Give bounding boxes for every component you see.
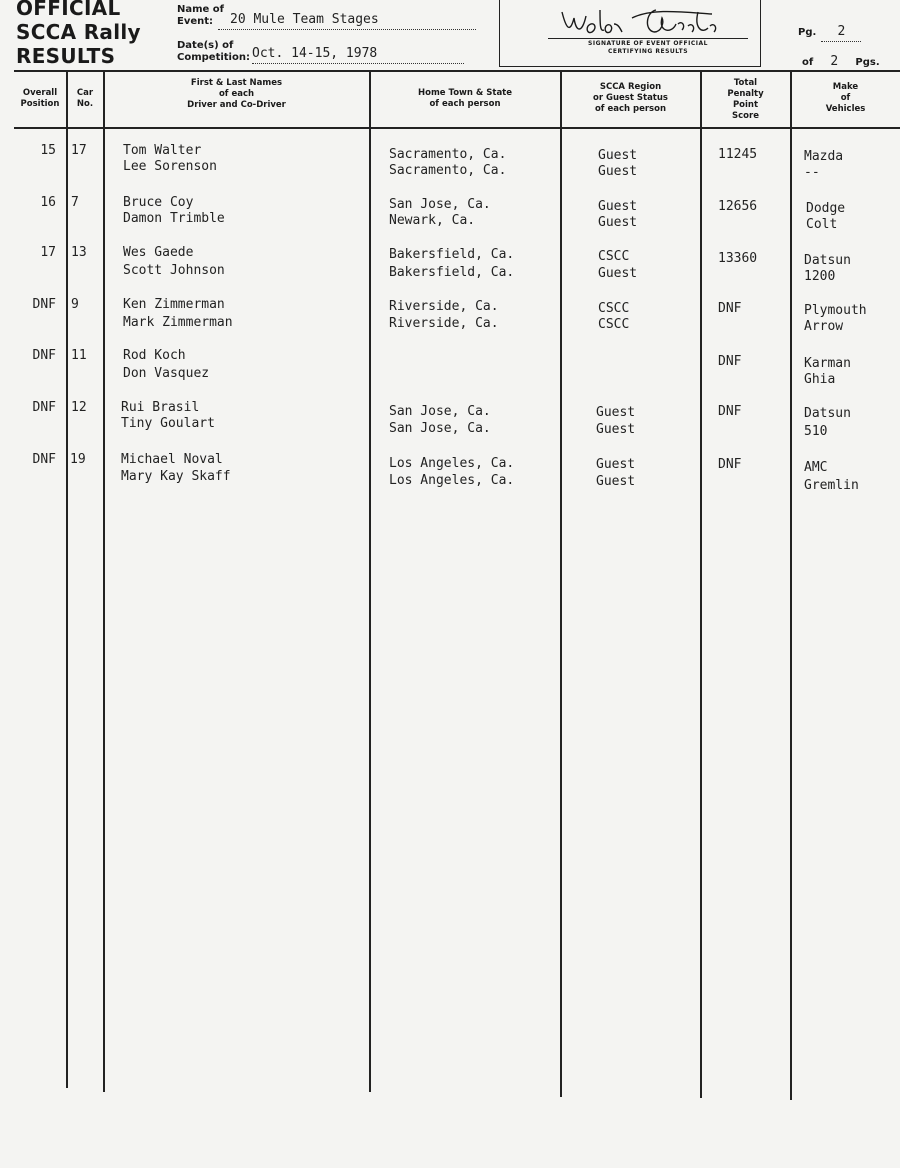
event-name-field [218,11,476,30]
car-number: 12 [71,400,87,415]
signature-caption: SIGNATURE OF EVENT OFFICIAL CERTIFYING RESULTS [588,40,708,55]
driver-region: Guest [596,405,636,420]
driver-region: CSCC [598,249,630,264]
driver-town: Bakersfield, Ca. [389,247,515,262]
page-total: of 2 Pgs. [802,50,880,72]
penalty-score: 11245 [718,147,758,162]
overall-position: DNF [32,348,56,363]
date-value: Oct. 14-15, 1978 [252,46,378,61]
vehicle-model: Arrow [804,319,844,334]
penalty-score: 13360 [718,251,758,266]
table-row [0,451,900,503]
col-header-names: First & Last Names of each Driver and Co-Driver [187,78,286,110]
vehicle-make: Mazda [804,149,844,164]
co-driver-region: Guest [596,422,636,437]
penalty-score: DNF [718,301,742,316]
page-number: Pg. 2 [798,20,861,42]
driver-region: Guest [598,199,638,214]
penalty-score: DNF [718,404,742,419]
vehicle-make: Datsun [804,406,851,421]
col-header-region: SCCA Region or Guest Status of each person [593,82,668,114]
table-row [0,399,900,451]
vehicle-make: Karman [804,356,851,371]
driver-region: Guest [598,148,638,163]
overall-position: DNF [32,400,56,415]
driver-town: Sacramento, Ca. [389,147,507,162]
co-driver-name: Lee Sorenson [123,159,217,174]
vehicle-model: 510 [804,424,828,439]
driver-name: Ken Zimmerman [123,297,225,312]
col-header-score: Total Penalty Point Score [727,78,764,121]
overall-position: DNF [32,452,56,467]
event-name-value: 20 Mule Team Stages [230,12,379,27]
co-driver-name: Mary Kay Skaff [121,469,231,484]
brand-line-results: RESULTS [16,44,116,68]
col-header-town: Home Town & State of each person [417,88,513,109]
car-number: 7 [71,195,79,210]
vehicle-make: Plymouth [804,303,867,318]
co-driver-name: Mark Zimmerman [123,315,233,330]
co-driver-name: Tiny Goulart [121,416,215,431]
co-driver-town: Riverside, Ca. [389,316,499,331]
vehicle-make: Dodge [806,201,846,216]
header-rule-bottom [14,127,900,129]
driver-name: Michael Noval [121,452,223,467]
vehicle-model: Ghia [804,372,836,387]
co-driver-region: Guest [598,164,638,179]
driver-region: Guest [596,457,636,472]
penalty-score: DNF [718,457,742,472]
driver-region: CSCC [598,301,630,316]
co-driver-region: Guest [598,215,638,230]
co-driver-town: Los Angeles, Ca. [389,473,515,488]
signature-line [548,38,748,39]
col-header-car: Car No. [76,88,94,109]
driver-name: Rod Koch [123,348,186,363]
overall-position: 15 [40,143,56,158]
page-number-value: 2 [821,23,861,42]
penalty-score: DNF [718,354,742,369]
driver-name: Rui Brasil [121,400,200,415]
col-header-make: Make of Vehicles [825,82,866,114]
co-driver-region: CSCC [598,317,630,332]
vehicle-make: AMC [804,460,828,475]
driver-town: Los Angeles, Ca. [389,456,515,471]
co-driver-name: Damon Trimble [123,211,225,226]
overall-position: 16 [40,195,56,210]
co-driver-region: Guest [598,266,638,281]
table-row [0,244,900,296]
co-driver-town: San Jose, Ca. [389,421,491,436]
co-driver-town: Newark, Ca. [389,213,476,228]
driver-name: Tom Walter [123,143,202,158]
header-rule-top [14,70,900,72]
car-number: 17 [71,143,87,158]
vehicle-model: Colt [806,217,838,232]
vehicle-model: -- [804,165,820,180]
co-driver-name: Scott Johnson [123,263,225,278]
vehicle-make: Datsun [804,253,851,268]
table-row [0,347,900,399]
penalty-score: 12656 [718,199,758,214]
date-field [252,45,464,64]
brand-line-scca-rally: SCCA Rally [16,20,141,44]
driver-name: Bruce Coy [123,195,194,210]
col-header-position: Overall Position [20,88,60,109]
table-row [0,194,900,246]
date-label: Date(s) of Competition: [177,40,250,63]
form-brand [16,0,141,68]
co-driver-town: Bakersfield, Ca. [389,265,515,280]
driver-name: Wes Gaede [123,245,194,260]
car-number: 19 [70,452,86,467]
vehicle-model: Gremlin [804,478,859,493]
co-driver-town: Sacramento, Ca. [389,163,507,178]
co-driver-region: Guest [596,474,636,489]
driver-town: San Jose, Ca. [389,197,491,212]
overall-position: 17 [40,245,56,260]
car-number: 9 [71,297,79,312]
vehicle-model: 1200 [804,269,836,284]
car-number: 13 [71,245,87,260]
driver-town: Riverside, Ca. [389,299,499,314]
overall-position: DNF [32,297,56,312]
car-number: 11 [71,348,87,363]
table-row [0,142,900,194]
brand-line-official: OFFICIAL [16,0,121,20]
page-total-value: 2 [818,53,850,72]
co-driver-name: Don Vasquez [123,366,210,381]
event-label: Name of Event: [177,4,225,27]
table-row [0,296,900,348]
driver-town: San Jose, Ca. [389,404,491,419]
